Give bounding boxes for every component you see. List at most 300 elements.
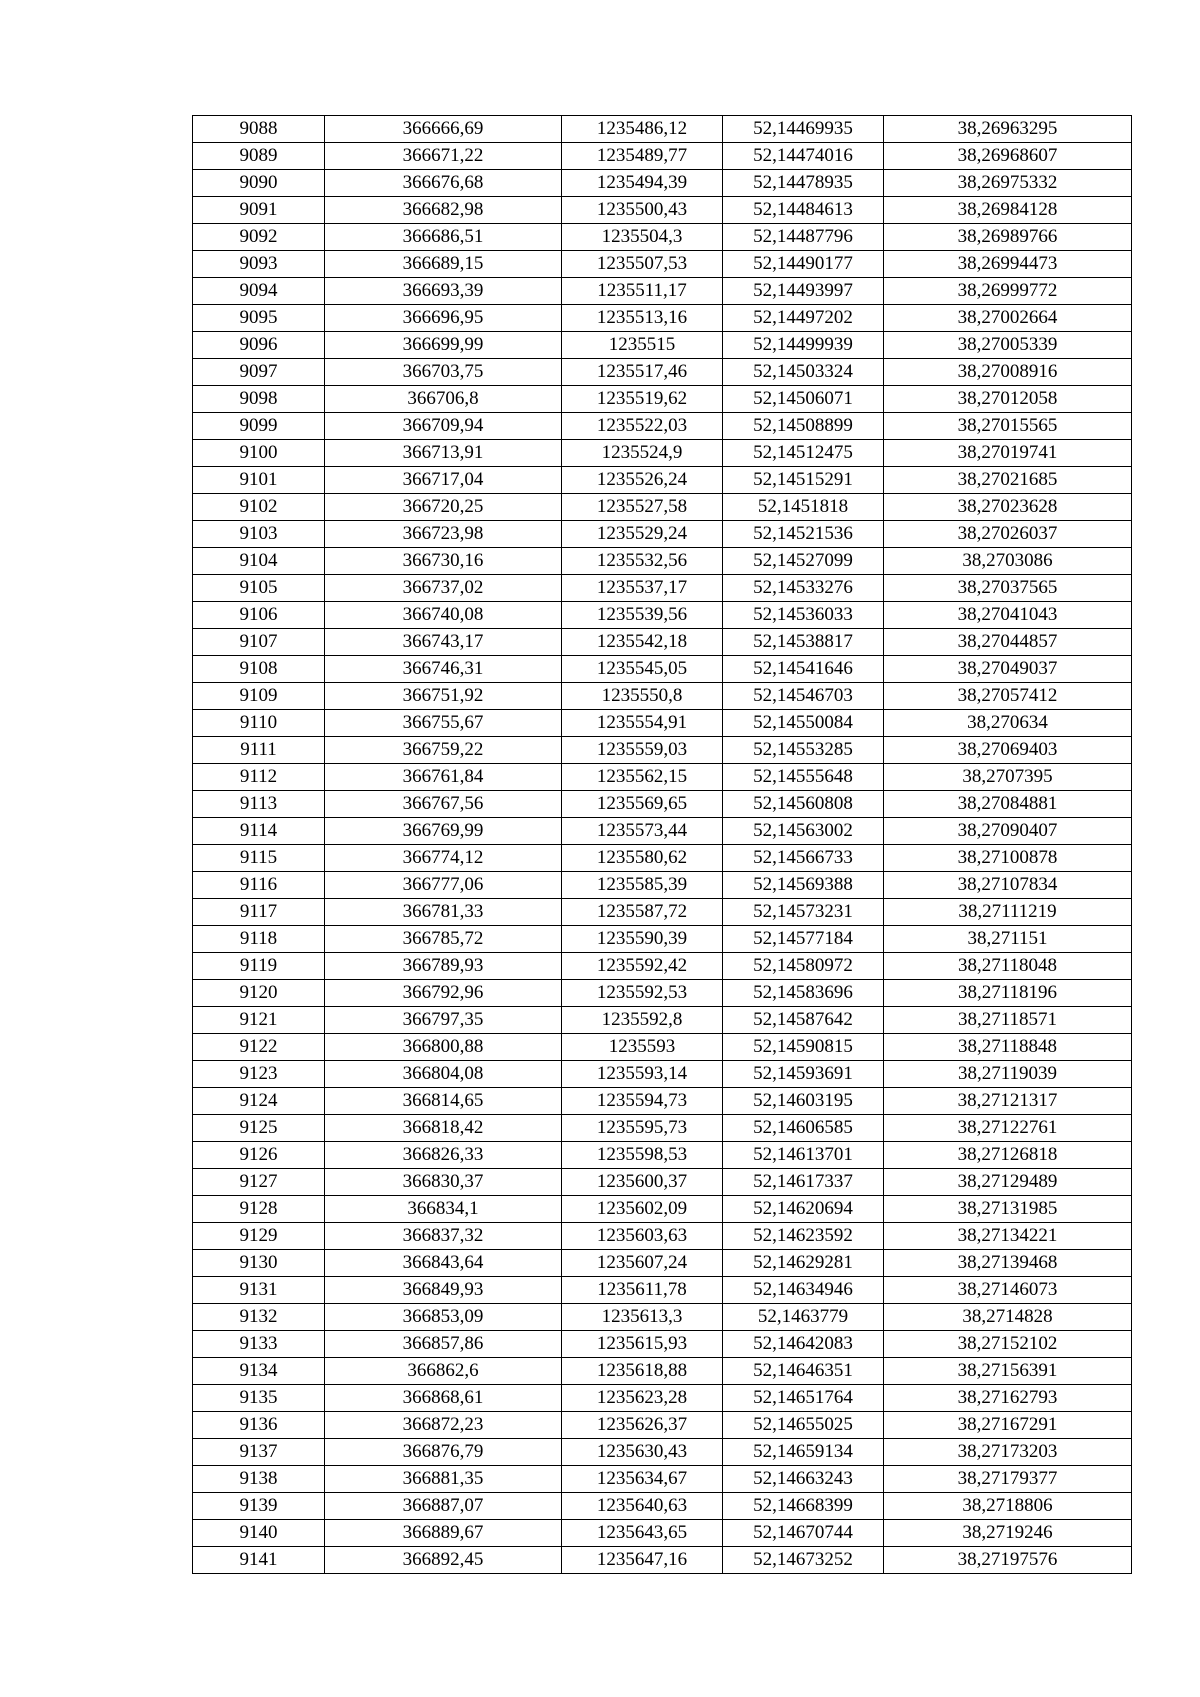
table-row (193, 1412, 1132, 1439)
table-row (193, 1142, 1132, 1169)
longitude-cell: 38,27126818 (884, 1142, 1132, 1169)
latitude-cell: 52,14553285 (723, 737, 884, 764)
x-coordinate-cell: 366804,08 (325, 1061, 562, 1088)
x-coordinate-cell: 366709,94 (325, 413, 562, 440)
point-number-cell: 9103 (193, 521, 325, 548)
x-coordinate-cell: 366737,02 (325, 575, 562, 602)
y-coordinate-cell: 1235573,44 (562, 818, 723, 845)
longitude-cell: 38,27129489 (884, 1169, 1132, 1196)
longitude-cell: 38,27118196 (884, 980, 1132, 1007)
y-coordinate-cell: 1235545,05 (562, 656, 723, 683)
longitude-cell: 38,27015565 (884, 413, 1132, 440)
y-coordinate-cell: 1235500,43 (562, 197, 723, 224)
x-coordinate-cell: 366689,15 (325, 251, 562, 278)
y-coordinate-cell: 1235527,58 (562, 494, 723, 521)
x-coordinate-cell: 366853,09 (325, 1304, 562, 1331)
longitude-cell: 38,27090407 (884, 818, 1132, 845)
y-coordinate-cell: 1235618,88 (562, 1358, 723, 1385)
table-row (193, 1304, 1132, 1331)
point-number-cell: 9104 (193, 548, 325, 575)
table-row (193, 710, 1132, 737)
latitude-cell: 52,14560808 (723, 791, 884, 818)
y-coordinate-cell: 1235613,3 (562, 1304, 723, 1331)
table-row (193, 602, 1132, 629)
point-number-cell: 9135 (193, 1385, 325, 1412)
table-row (193, 197, 1132, 224)
y-coordinate-cell: 1235504,3 (562, 224, 723, 251)
longitude-cell: 38,27069403 (884, 737, 1132, 764)
x-coordinate-cell: 366889,67 (325, 1520, 562, 1547)
table-row (193, 1034, 1132, 1061)
point-number-cell: 9102 (193, 494, 325, 521)
y-coordinate-cell: 1235517,46 (562, 359, 723, 386)
x-coordinate-cell: 366671,22 (325, 143, 562, 170)
longitude-cell: 38,27134221 (884, 1223, 1132, 1250)
table-row (193, 1196, 1132, 1223)
point-number-cell: 9126 (193, 1142, 325, 1169)
longitude-cell: 38,27084881 (884, 791, 1132, 818)
point-number-cell: 9091 (193, 197, 325, 224)
latitude-cell: 52,14629281 (723, 1250, 884, 1277)
latitude-cell: 52,14646351 (723, 1358, 884, 1385)
x-coordinate-cell: 366837,32 (325, 1223, 562, 1250)
y-coordinate-cell: 1235640,63 (562, 1493, 723, 1520)
table-row (193, 764, 1132, 791)
table-row (193, 656, 1132, 683)
latitude-cell: 52,14508899 (723, 413, 884, 440)
table-row (193, 1439, 1132, 1466)
x-coordinate-cell: 366676,68 (325, 170, 562, 197)
latitude-cell: 52,14668399 (723, 1493, 884, 1520)
table-row (193, 386, 1132, 413)
longitude-cell: 38,2714828 (884, 1304, 1132, 1331)
table-row (193, 1520, 1132, 1547)
x-coordinate-cell: 366706,8 (325, 386, 562, 413)
x-coordinate-cell: 366800,88 (325, 1034, 562, 1061)
y-coordinate-cell: 1235611,78 (562, 1277, 723, 1304)
table-row (193, 1115, 1132, 1142)
y-coordinate-cell: 1235593 (562, 1034, 723, 1061)
point-number-cell: 9138 (193, 1466, 325, 1493)
x-coordinate-cell: 366769,99 (325, 818, 562, 845)
point-number-cell: 9092 (193, 224, 325, 251)
table-row (193, 1223, 1132, 1250)
x-coordinate-cell: 366759,22 (325, 737, 562, 764)
y-coordinate-cell: 1235515 (562, 332, 723, 359)
table-row (193, 224, 1132, 251)
y-coordinate-cell: 1235559,03 (562, 737, 723, 764)
latitude-cell: 52,14515291 (723, 467, 884, 494)
x-coordinate-cell: 366686,51 (325, 224, 562, 251)
table-row (193, 413, 1132, 440)
latitude-cell: 52,14527099 (723, 548, 884, 575)
table-row (193, 251, 1132, 278)
longitude-cell: 38,27139468 (884, 1250, 1132, 1277)
longitude-cell: 38,27019741 (884, 440, 1132, 467)
latitude-cell: 52,14603195 (723, 1088, 884, 1115)
latitude-cell: 52,14493997 (723, 278, 884, 305)
longitude-cell: 38,27118048 (884, 953, 1132, 980)
table-row (193, 440, 1132, 467)
latitude-cell: 52,1463779 (723, 1304, 884, 1331)
table-row (193, 278, 1132, 305)
y-coordinate-cell: 1235630,43 (562, 1439, 723, 1466)
x-coordinate-cell: 366826,33 (325, 1142, 562, 1169)
point-number-cell: 9105 (193, 575, 325, 602)
latitude-cell: 52,14590815 (723, 1034, 884, 1061)
point-number-cell: 9096 (193, 332, 325, 359)
table-row (193, 926, 1132, 953)
latitude-cell: 52,14587642 (723, 1007, 884, 1034)
y-coordinate-cell: 1235602,09 (562, 1196, 723, 1223)
x-coordinate-cell: 366781,33 (325, 899, 562, 926)
table-row (193, 467, 1132, 494)
point-number-cell: 9139 (193, 1493, 325, 1520)
longitude-cell: 38,27012058 (884, 386, 1132, 413)
y-coordinate-cell: 1235595,73 (562, 1115, 723, 1142)
x-coordinate-cell: 366849,93 (325, 1277, 562, 1304)
point-number-cell: 9094 (193, 278, 325, 305)
point-number-cell: 9112 (193, 764, 325, 791)
longitude-cell: 38,27162793 (884, 1385, 1132, 1412)
point-number-cell: 9097 (193, 359, 325, 386)
x-coordinate-cell: 366862,6 (325, 1358, 562, 1385)
x-coordinate-cell: 366887,07 (325, 1493, 562, 1520)
longitude-cell: 38,2707395 (884, 764, 1132, 791)
latitude-cell: 52,14521536 (723, 521, 884, 548)
longitude-cell: 38,26994473 (884, 251, 1132, 278)
x-coordinate-cell: 366717,04 (325, 467, 562, 494)
table-row (193, 818, 1132, 845)
point-number-cell: 9109 (193, 683, 325, 710)
point-number-cell: 9130 (193, 1250, 325, 1277)
longitude-cell: 38,27107834 (884, 872, 1132, 899)
latitude-cell: 52,14673252 (723, 1547, 884, 1574)
x-coordinate-cell: 366843,64 (325, 1250, 562, 1277)
point-number-cell: 9118 (193, 926, 325, 953)
coordinates-table (192, 115, 1132, 1574)
x-coordinate-cell: 366767,56 (325, 791, 562, 818)
y-coordinate-cell: 1235585,39 (562, 872, 723, 899)
latitude-cell: 52,14617337 (723, 1169, 884, 1196)
latitude-cell: 52,14550084 (723, 710, 884, 737)
latitude-cell: 52,14659134 (723, 1439, 884, 1466)
table-row (193, 737, 1132, 764)
latitude-cell: 52,14536033 (723, 602, 884, 629)
x-coordinate-cell: 366693,39 (325, 278, 562, 305)
point-number-cell: 9113 (193, 791, 325, 818)
coordinates-table-body (193, 116, 1132, 1574)
table-row (193, 1277, 1132, 1304)
y-coordinate-cell: 1235643,65 (562, 1520, 723, 1547)
latitude-cell: 52,14634946 (723, 1277, 884, 1304)
longitude-cell: 38,27023628 (884, 494, 1132, 521)
table-row (193, 1466, 1132, 1493)
longitude-cell: 38,27118848 (884, 1034, 1132, 1061)
latitude-cell: 52,14506071 (723, 386, 884, 413)
latitude-cell: 52,14546703 (723, 683, 884, 710)
longitude-cell: 38,271151 (884, 926, 1132, 953)
table-row (193, 1358, 1132, 1385)
y-coordinate-cell: 1235626,37 (562, 1412, 723, 1439)
table-row (193, 1331, 1132, 1358)
latitude-cell: 52,14484613 (723, 197, 884, 224)
y-coordinate-cell: 1235519,62 (562, 386, 723, 413)
longitude-cell: 38,27041043 (884, 602, 1132, 629)
point-number-cell: 9140 (193, 1520, 325, 1547)
y-coordinate-cell: 1235647,16 (562, 1547, 723, 1574)
latitude-cell: 52,14487796 (723, 224, 884, 251)
point-number-cell: 9127 (193, 1169, 325, 1196)
latitude-cell: 52,14497202 (723, 305, 884, 332)
y-coordinate-cell: 1235623,28 (562, 1385, 723, 1412)
y-coordinate-cell: 1235507,53 (562, 251, 723, 278)
table-row (193, 899, 1132, 926)
latitude-cell: 52,1451818 (723, 494, 884, 521)
x-coordinate-cell: 366746,31 (325, 656, 562, 683)
point-number-cell: 9115 (193, 845, 325, 872)
x-coordinate-cell: 366789,93 (325, 953, 562, 980)
y-coordinate-cell: 1235615,93 (562, 1331, 723, 1358)
longitude-cell: 38,26989766 (884, 224, 1132, 251)
point-number-cell: 9141 (193, 1547, 325, 1574)
y-coordinate-cell: 1235550,8 (562, 683, 723, 710)
point-number-cell: 9129 (193, 1223, 325, 1250)
longitude-cell: 38,27021685 (884, 467, 1132, 494)
longitude-cell: 38,2719246 (884, 1520, 1132, 1547)
longitude-cell: 38,27026037 (884, 521, 1132, 548)
x-coordinate-cell: 366872,23 (325, 1412, 562, 1439)
y-coordinate-cell: 1235592,42 (562, 953, 723, 980)
x-coordinate-cell: 366777,06 (325, 872, 562, 899)
y-coordinate-cell: 1235607,24 (562, 1250, 723, 1277)
longitude-cell: 38,27037565 (884, 575, 1132, 602)
x-coordinate-cell: 366761,84 (325, 764, 562, 791)
longitude-cell: 38,27146073 (884, 1277, 1132, 1304)
x-coordinate-cell: 366834,1 (325, 1196, 562, 1223)
longitude-cell: 38,27002664 (884, 305, 1132, 332)
point-number-cell: 9123 (193, 1061, 325, 1088)
table-row (193, 1007, 1132, 1034)
point-number-cell: 9107 (193, 629, 325, 656)
longitude-cell: 38,27121317 (884, 1088, 1132, 1115)
y-coordinate-cell: 1235542,18 (562, 629, 723, 656)
point-number-cell: 9090 (193, 170, 325, 197)
point-number-cell: 9099 (193, 413, 325, 440)
point-number-cell: 9119 (193, 953, 325, 980)
y-coordinate-cell: 1235600,37 (562, 1169, 723, 1196)
table-row (193, 1061, 1132, 1088)
table-row (193, 305, 1132, 332)
y-coordinate-cell: 1235529,24 (562, 521, 723, 548)
table-row (193, 1385, 1132, 1412)
x-coordinate-cell: 366830,37 (325, 1169, 562, 1196)
point-number-cell: 9128 (193, 1196, 325, 1223)
table-row (193, 548, 1132, 575)
latitude-cell: 52,14512475 (723, 440, 884, 467)
longitude-cell: 38,27049037 (884, 656, 1132, 683)
table-row (193, 332, 1132, 359)
point-number-cell: 9098 (193, 386, 325, 413)
x-coordinate-cell: 366720,25 (325, 494, 562, 521)
longitude-cell: 38,26968607 (884, 143, 1132, 170)
y-coordinate-cell: 1235537,17 (562, 575, 723, 602)
point-number-cell: 9136 (193, 1412, 325, 1439)
longitude-cell: 38,27156391 (884, 1358, 1132, 1385)
longitude-cell: 38,27119039 (884, 1061, 1132, 1088)
latitude-cell: 52,14478935 (723, 170, 884, 197)
x-coordinate-cell: 366785,72 (325, 926, 562, 953)
longitude-cell: 38,27131985 (884, 1196, 1132, 1223)
y-coordinate-cell: 1235569,65 (562, 791, 723, 818)
x-coordinate-cell: 366713,91 (325, 440, 562, 467)
table-row (193, 683, 1132, 710)
longitude-cell: 38,27179377 (884, 1466, 1132, 1493)
x-coordinate-cell: 366881,35 (325, 1466, 562, 1493)
longitude-cell: 38,27100878 (884, 845, 1132, 872)
table-row (193, 791, 1132, 818)
y-coordinate-cell: 1235594,73 (562, 1088, 723, 1115)
longitude-cell: 38,27057412 (884, 683, 1132, 710)
point-number-cell: 9116 (193, 872, 325, 899)
longitude-cell: 38,27122761 (884, 1115, 1132, 1142)
latitude-cell: 52,14469935 (723, 116, 884, 143)
table-row (193, 170, 1132, 197)
latitude-cell: 52,14670744 (723, 1520, 884, 1547)
latitude-cell: 52,14555648 (723, 764, 884, 791)
y-coordinate-cell: 1235511,17 (562, 278, 723, 305)
x-coordinate-cell: 366723,98 (325, 521, 562, 548)
table-row (193, 575, 1132, 602)
point-number-cell: 9106 (193, 602, 325, 629)
latitude-cell: 52,14577184 (723, 926, 884, 953)
table-row (193, 359, 1132, 386)
point-number-cell: 9133 (193, 1331, 325, 1358)
x-coordinate-cell: 366814,65 (325, 1088, 562, 1115)
latitude-cell: 52,14538817 (723, 629, 884, 656)
x-coordinate-cell: 366892,45 (325, 1547, 562, 1574)
y-coordinate-cell: 1235489,77 (562, 143, 723, 170)
latitude-cell: 52,14613701 (723, 1142, 884, 1169)
y-coordinate-cell: 1235494,39 (562, 170, 723, 197)
longitude-cell: 38,2703086 (884, 548, 1132, 575)
table-row (193, 494, 1132, 521)
latitude-cell: 52,14583696 (723, 980, 884, 1007)
y-coordinate-cell: 1235539,56 (562, 602, 723, 629)
table-row (193, 953, 1132, 980)
latitude-cell: 52,14573231 (723, 899, 884, 926)
table-row (193, 1088, 1132, 1115)
latitude-cell: 52,14490177 (723, 251, 884, 278)
latitude-cell: 52,14651764 (723, 1385, 884, 1412)
point-number-cell: 9095 (193, 305, 325, 332)
point-number-cell: 9125 (193, 1115, 325, 1142)
x-coordinate-cell: 366792,96 (325, 980, 562, 1007)
y-coordinate-cell: 1235592,8 (562, 1007, 723, 1034)
point-number-cell: 9137 (193, 1439, 325, 1466)
point-number-cell: 9120 (193, 980, 325, 1007)
point-number-cell: 9101 (193, 467, 325, 494)
longitude-cell: 38,27005339 (884, 332, 1132, 359)
y-coordinate-cell: 1235592,53 (562, 980, 723, 1007)
table-row (193, 629, 1132, 656)
x-coordinate-cell: 366868,61 (325, 1385, 562, 1412)
x-coordinate-cell: 366703,75 (325, 359, 562, 386)
y-coordinate-cell: 1235532,56 (562, 548, 723, 575)
y-coordinate-cell: 1235522,03 (562, 413, 723, 440)
longitude-cell: 38,270634 (884, 710, 1132, 737)
x-coordinate-cell: 366743,17 (325, 629, 562, 656)
table-row (193, 845, 1132, 872)
point-number-cell: 9100 (193, 440, 325, 467)
point-number-cell: 9117 (193, 899, 325, 926)
point-number-cell: 9114 (193, 818, 325, 845)
latitude-cell: 52,14541646 (723, 656, 884, 683)
table-row (193, 1547, 1132, 1574)
longitude-cell: 38,27044857 (884, 629, 1132, 656)
point-number-cell: 9108 (193, 656, 325, 683)
x-coordinate-cell: 366666,69 (325, 116, 562, 143)
table-row (193, 1169, 1132, 1196)
table-row (193, 1250, 1132, 1277)
y-coordinate-cell: 1235593,14 (562, 1061, 723, 1088)
x-coordinate-cell: 366699,99 (325, 332, 562, 359)
x-coordinate-cell: 366876,79 (325, 1439, 562, 1466)
latitude-cell: 52,14623592 (723, 1223, 884, 1250)
point-number-cell: 9088 (193, 116, 325, 143)
x-coordinate-cell: 366797,35 (325, 1007, 562, 1034)
x-coordinate-cell: 366751,92 (325, 683, 562, 710)
latitude-cell: 52,14663243 (723, 1466, 884, 1493)
latitude-cell: 52,14593691 (723, 1061, 884, 1088)
x-coordinate-cell: 366740,08 (325, 602, 562, 629)
longitude-cell: 38,26963295 (884, 116, 1132, 143)
table-row (193, 116, 1132, 143)
longitude-cell: 38,26975332 (884, 170, 1132, 197)
latitude-cell: 52,14642083 (723, 1331, 884, 1358)
point-number-cell: 9124 (193, 1088, 325, 1115)
latitude-cell: 52,14580972 (723, 953, 884, 980)
point-number-cell: 9111 (193, 737, 325, 764)
latitude-cell: 52,14566733 (723, 845, 884, 872)
table-row (193, 980, 1132, 1007)
longitude-cell: 38,27167291 (884, 1412, 1132, 1439)
y-coordinate-cell: 1235590,39 (562, 926, 723, 953)
x-coordinate-cell: 366774,12 (325, 845, 562, 872)
table-row (193, 143, 1132, 170)
latitude-cell: 52,14606585 (723, 1115, 884, 1142)
x-coordinate-cell: 366696,95 (325, 305, 562, 332)
y-coordinate-cell: 1235554,91 (562, 710, 723, 737)
longitude-cell: 38,26999772 (884, 278, 1132, 305)
table-row (193, 521, 1132, 548)
latitude-cell: 52,14655025 (723, 1412, 884, 1439)
longitude-cell: 38,27008916 (884, 359, 1132, 386)
point-number-cell: 9134 (193, 1358, 325, 1385)
x-coordinate-cell: 366730,16 (325, 548, 562, 575)
latitude-cell: 52,14620694 (723, 1196, 884, 1223)
longitude-cell: 38,27197576 (884, 1547, 1132, 1574)
y-coordinate-cell: 1235580,62 (562, 845, 723, 872)
y-coordinate-cell: 1235587,72 (562, 899, 723, 926)
y-coordinate-cell: 1235486,12 (562, 116, 723, 143)
y-coordinate-cell: 1235524,9 (562, 440, 723, 467)
y-coordinate-cell: 1235513,16 (562, 305, 723, 332)
point-number-cell: 9131 (193, 1277, 325, 1304)
x-coordinate-cell: 366818,42 (325, 1115, 562, 1142)
x-coordinate-cell: 366755,67 (325, 710, 562, 737)
latitude-cell: 52,14563002 (723, 818, 884, 845)
